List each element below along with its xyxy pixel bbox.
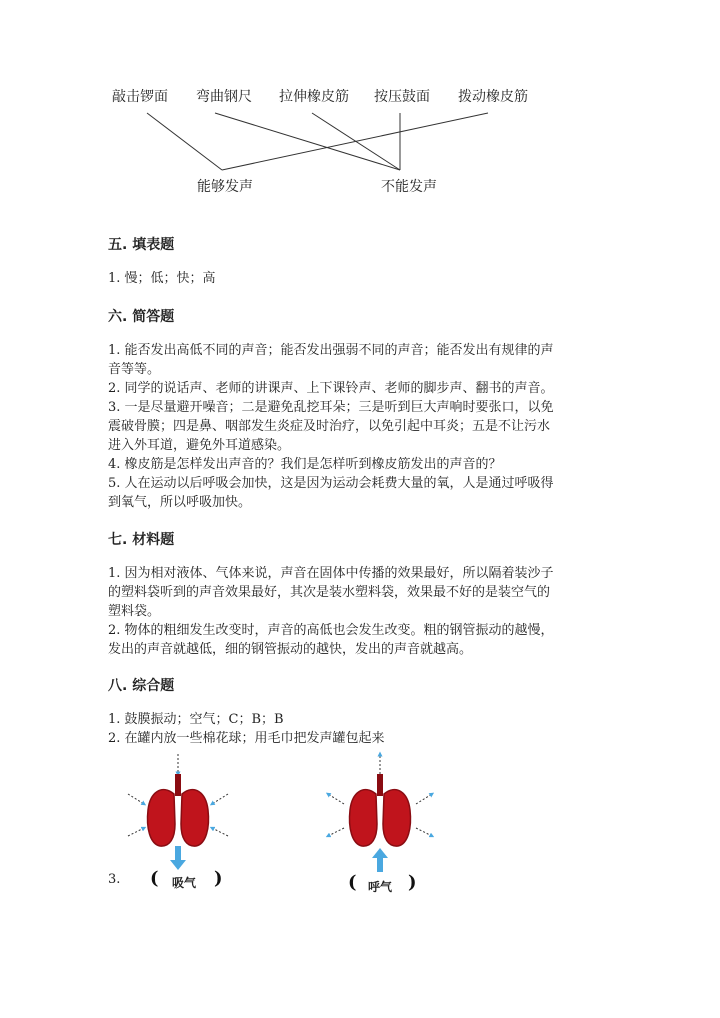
exhale-figure bbox=[318, 748, 494, 900]
section7-line-3: 塑料袋。 bbox=[108, 604, 161, 619]
match-item-3: 拉伸橡皮筋 bbox=[279, 89, 349, 105]
match-item-1: 敲击锣面 bbox=[112, 89, 168, 105]
inhale-paren-close: ) bbox=[214, 868, 223, 889]
match-line-2 bbox=[215, 113, 400, 170]
match-line-5 bbox=[222, 113, 488, 170]
section8-line-1: 1. 鼓膜振动；空气；C；B；B bbox=[108, 712, 284, 727]
section6-title: 六. 简答题 bbox=[108, 309, 175, 325]
section8-line-2: 2. 在罐内放一些棉花球；用毛巾把发声罐包起来 bbox=[108, 731, 385, 746]
section5-line-1: 1. 慢；低；快；高 bbox=[108, 271, 216, 286]
matching-lines bbox=[0, 0, 720, 200]
exhale-lungs-illustration bbox=[318, 748, 494, 900]
section6-line-7: 4. 橡皮筋是怎样发出声音的？我们是怎样听到橡皮筋发出的声音的？ bbox=[108, 457, 502, 472]
match-target-cannot: 不能发声 bbox=[381, 179, 437, 195]
inhale-caption: 吸气 bbox=[172, 876, 197, 890]
exhale-caption: 呼气 bbox=[368, 880, 393, 894]
section6-line-6: 进入外耳道，避免外耳道感染。 bbox=[108, 438, 291, 453]
section7-line-5: 发出的声音就越低，细的钢管振动的越快，发出的声音就越高。 bbox=[108, 642, 473, 657]
section7-line-1: 1. 因为相对液体、气体来说，声音在固体中传播的效果最好，所以隔着装沙子 bbox=[108, 566, 554, 581]
section6-line-1: 1. 能否发出高低不同的声音；能否发出强弱不同的声音；能否发出有规律的声 bbox=[108, 343, 554, 358]
section5-title: 五. 填表题 bbox=[108, 237, 175, 253]
section7-title: 七. 材料题 bbox=[108, 532, 175, 548]
section8-item3-label: 3. bbox=[108, 872, 121, 887]
section6-line-5: 震破骨膜；四是鼻、咽部发生炎症及时治疗，以免引起中耳炎；五是不让污水 bbox=[108, 419, 551, 434]
inhale-lungs-illustration bbox=[122, 748, 298, 900]
section7-line-2: 的塑料袋听到的声音效果最好，其次是装水塑料袋，效果最不好的是装空气的 bbox=[108, 585, 551, 600]
section6-line-3: 2. 同学的说话声、老师的讲课声、上下课铃声、老师的脚步声、翻书的声音。 bbox=[108, 381, 554, 396]
match-item-4: 按压鼓面 bbox=[374, 89, 430, 105]
match-item-5: 拨动橡皮筋 bbox=[458, 89, 528, 105]
exhale-paren-open: ( bbox=[348, 872, 357, 893]
match-line-1 bbox=[147, 113, 222, 170]
section6-line-8: 5. 人在运动以后呼吸会加快，这是因为运动会耗费大量的氧，人是通过呼吸得 bbox=[108, 476, 554, 491]
inhale-figure bbox=[122, 748, 298, 900]
section6-line-2: 音等等。 bbox=[108, 362, 161, 377]
match-target-can: 能够发声 bbox=[197, 179, 253, 195]
section7-line-4: 2. 物体的粗细发生改变时，声音的高低也会发生改变。粗的钢管振动的越慢， bbox=[108, 623, 554, 638]
match-item-2: 弯曲钢尺 bbox=[196, 89, 252, 105]
section8-title: 八. 综合题 bbox=[108, 678, 175, 694]
inhale-paren-open: ( bbox=[150, 868, 159, 889]
section6-line-4: 3. 一是尽量避开噪音；二是避免乱挖耳朵；三是听到巨大声响时要张口，以免 bbox=[108, 400, 554, 415]
section6-line-9: 到氧气，所以呼吸加快。 bbox=[108, 495, 252, 510]
exhale-paren-close: ) bbox=[408, 872, 417, 893]
